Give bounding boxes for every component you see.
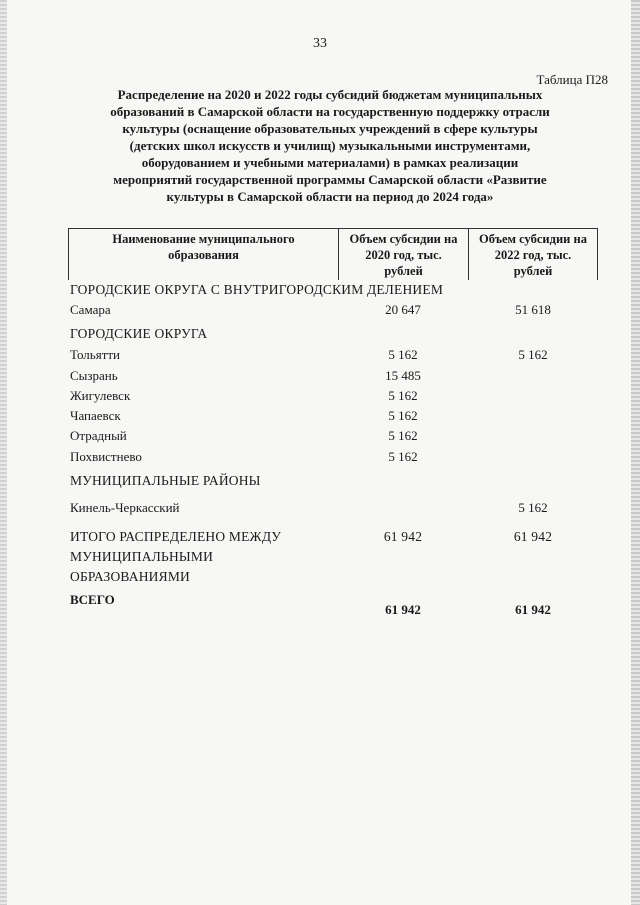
- title-line: (детских школ искусств и училищ) музыкальными инструментами,: [129, 138, 531, 153]
- grand-total-row: [70, 592, 600, 622]
- row-value-2022: 5 162: [518, 500, 548, 515]
- title-line: оборудованием и учебными материалами) в рамках реализации: [141, 155, 519, 170]
- section-urban-districts: ГОРОДСКИЕ ОКРУГА: [70, 326, 208, 341]
- title-line: образований в Самарской области на государственную поддержку отрасли: [110, 104, 550, 119]
- title-line: культуры (оснащение образовательных учреждений в сфере культуры: [122, 121, 538, 136]
- grand-total-2020: 61 942: [385, 602, 421, 617]
- row-value-2020: 5 162: [388, 449, 418, 464]
- section-urban-districts-with-division: ГОРОДСКИЕ ОКРУГА С ВНУТРИГОРОДСКИМ ДЕЛЕНИЕМ: [70, 282, 444, 297]
- total-distributed-label: МУНИЦИПАЛЬНЫМИ: [70, 549, 214, 564]
- scan-edge-right: [631, 0, 640, 905]
- page-number: 33: [313, 36, 327, 51]
- row-name: Жигулевск: [70, 388, 131, 403]
- row-name: Похвистнево: [70, 449, 142, 464]
- header-subsidy-2020: Объем субсидии на 2020 год, тыс. рублей: [338, 228, 468, 280]
- row-value-2020: 5 162: [388, 428, 418, 443]
- row-value-2022: 5 162: [518, 347, 548, 362]
- scan-edge-left: [0, 0, 7, 905]
- document-title: [80, 86, 580, 205]
- row-name: Кинель-Черкасский: [70, 500, 180, 515]
- row-value-2022: 51 618: [515, 302, 551, 317]
- row-name: Чапаевск: [70, 408, 121, 423]
- grand-total-2022: 61 942: [515, 602, 551, 617]
- header-subsidy-2022: Объем субсидии на 2022 год, тыс. рублей: [468, 228, 598, 280]
- row-name: Самара: [70, 302, 111, 317]
- title-line: мероприятий государственной программы Самарской области «Развитие: [113, 172, 547, 187]
- total-distributed-2022: 61 942: [513, 529, 553, 544]
- title-line: Распределение на 2020 и 2022 годы субсидий бюджетам муниципальных: [117, 87, 543, 102]
- total-distributed-label: ИТОГО РАСПРЕДЕЛЕНО МЕЖДУ: [70, 529, 282, 544]
- section-municipal-districts: МУНИЦИПАЛЬНЫЕ РАЙОНЫ: [70, 473, 261, 488]
- table-label: Таблица П28: [536, 72, 608, 87]
- row-value-2020: 15 485: [385, 368, 421, 383]
- title-line: культуры в Самарской области на период до 2024 года»: [166, 189, 494, 204]
- row-value-2020: 5 162: [388, 408, 418, 423]
- table-header: [68, 228, 598, 282]
- header-municipality: Наименование муниципального образования: [68, 228, 338, 280]
- total-distributed-2020: 61 942: [383, 529, 423, 544]
- row-value-2020: 5 162: [388, 347, 418, 362]
- row-value-2020: 20 647: [385, 302, 421, 317]
- grand-total-label: ВСЕГО: [70, 592, 115, 607]
- row-name: Сызрань: [70, 368, 118, 383]
- row-value-2020: 5 162: [388, 388, 418, 403]
- row-name: Тольятти: [70, 347, 121, 362]
- total-distributed-row: [70, 527, 600, 587]
- total-distributed-label: ОБРАЗОВАНИЯМИ: [70, 569, 190, 584]
- row-name: Отрадный: [70, 428, 127, 443]
